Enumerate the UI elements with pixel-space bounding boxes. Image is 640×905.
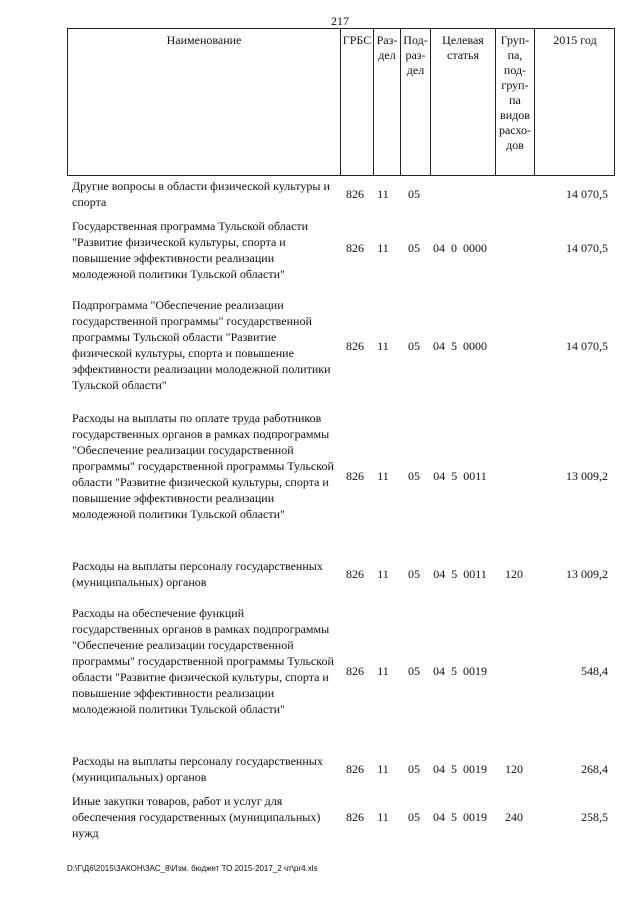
row-razdel: 11 [377,469,389,483]
row-amount: 13 009,2 [566,567,608,581]
row-grbs: 826 [346,810,364,824]
row-grbs: 826 [346,567,364,581]
row-article: 04 5 0019 [433,664,487,678]
header-grbs: ГРБС [342,33,372,47]
row-article: 04 5 0000 [433,339,487,353]
row-podrazdel: 05 [408,241,420,255]
row-grbs: 826 [346,469,364,483]
row-razdel: 11 [377,664,389,678]
row-amount: 268,4 [581,762,608,776]
row-podrazdel: 05 [408,664,420,678]
row-podrazdel: 05 [408,762,420,776]
page-number: 217 [331,14,349,28]
row-name: Другие вопросы в области физической культуры и спорта [72,179,330,209]
row-razdel: 11 [377,567,389,581]
row-grbs: 826 [346,339,364,353]
row-podrazdel: 05 [408,469,420,483]
row-article: 04 5 0011 [433,469,487,483]
row-article: 04 5 0019 [433,810,487,824]
file-path-footer: D:\Г\Д6\2015\ЗАКОН\ЗАС_8\Изм. бюджет ТО 2015-2017_2 чт\pr4.xls [67,864,318,873]
header-group: Груп- па, под- груп- па видов расхо- дов [498,33,532,152]
row-amount: 14 070,5 [566,241,608,255]
row-group: 240 [505,810,523,824]
row-razdel: 11 [377,810,389,824]
row-amount: 548,4 [581,664,608,678]
row-podrazdel: 05 [408,810,420,824]
header-razdel: Раз- дел [376,33,398,62]
row-amount: 14 070,5 [566,339,608,353]
row-podrazdel: 05 [408,339,420,353]
row-podrazdel: 05 [408,187,420,201]
row-article: 04 5 0011 [433,567,487,581]
row-razdel: 11 [377,339,389,353]
row-article: 04 0 0000 [433,241,487,255]
header-podrazdel: Под- раз- дел [403,33,428,77]
row-amount: 258,5 [581,810,608,824]
row-name: Подпрограмма "Обеспечение реализации государственной программы" государственной программы Тульской области "Развитие физической культуры, спорта и повышение эффективности реализации молодежной политики Тульской области" [72,298,331,392]
row-name: Расходы на выплаты персоналу государственных (муниципальных) органов [72,754,323,784]
header-name: Наименование [166,33,242,47]
row-name: Иные закупки товаров, работ и услуг для обеспечения государственных (муниципальных) нужд [72,794,321,840]
row-podrazdel: 05 [408,567,420,581]
row-razdel: 11 [377,187,389,201]
row-grbs: 826 [346,664,364,678]
row-group: 120 [505,567,523,581]
row-grbs: 826 [346,187,364,201]
row-name: Расходы на обеспечение функций государственных органов в рамках подпрограммы "Обеспечение реализации государственной программы" государственной программы Тульской области "Развитие физической культуры, спорта и повышение эффективности реализации молодежной политики Тульской области" [72,606,334,716]
row-razdel: 11 [377,762,389,776]
row-razdel: 11 [377,241,389,255]
row-amount: 13 009,2 [566,469,608,483]
row-grbs: 826 [346,762,364,776]
row-name: Государственная программа Тульской области "Развитие физической культуры, спорта и повышение эффективности реализации молодежной политики Тульской области" [72,219,309,281]
row-name: Расходы на выплаты по оплате труда работников государственных органов в рамках подпрограммы "Обеспечение реализации государственной программы" государственной программы Тульской области "Развитие физической культуры, спорта и повышение эффективности реализации молодежной политики Тульской области" [72,411,334,521]
header-article: Целевая статья [442,33,484,62]
row-name: Расходы на выплаты персоналу государственных (муниципальных) органов [72,559,323,589]
header-year: 2015 год [553,33,597,47]
row-group: 120 [505,762,523,776]
table-header [67,28,615,176]
row-amount: 14 070,5 [566,187,608,201]
row-grbs: 826 [346,241,364,255]
row-article: 04 5 0019 [433,762,487,776]
